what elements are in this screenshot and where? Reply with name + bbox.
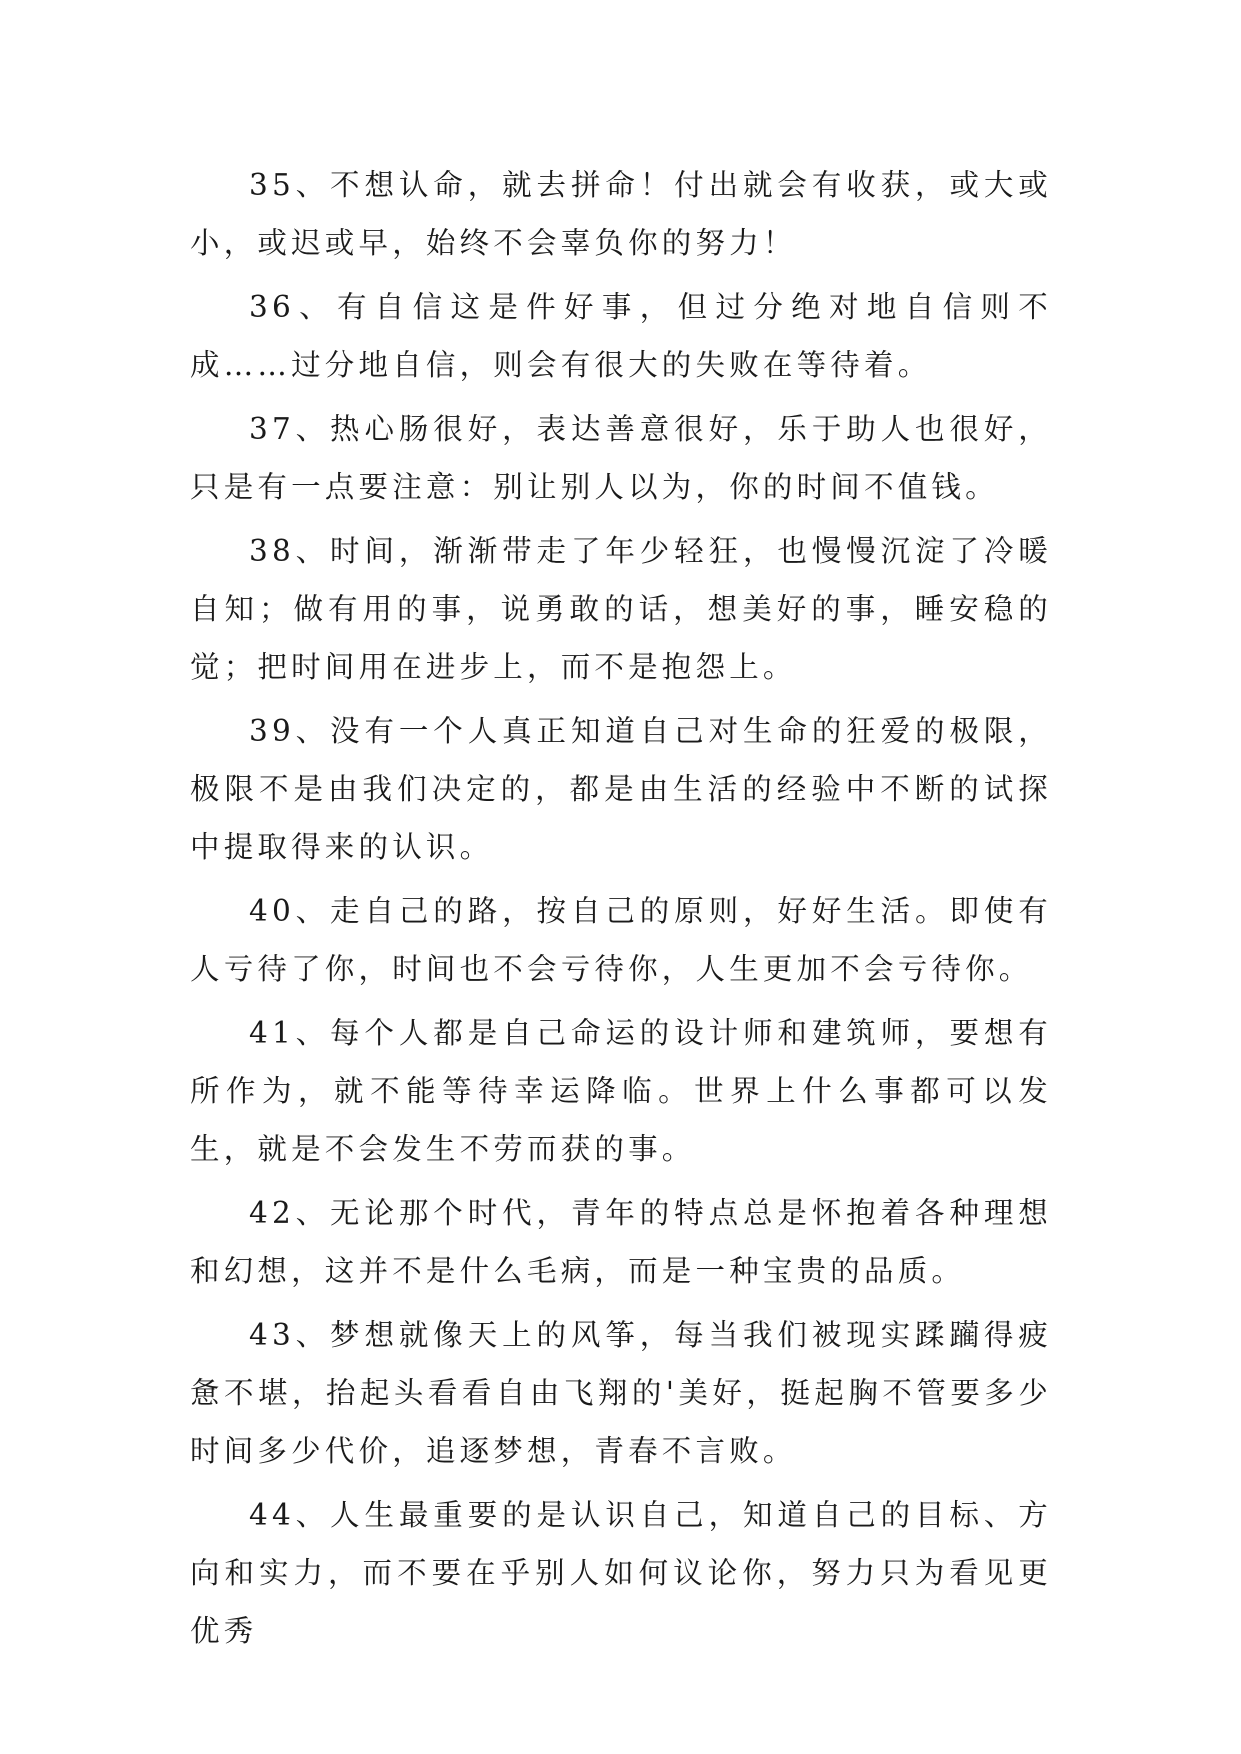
quote-paragraph-42: 42、无论那个时代，青年的特点总是怀抱着各种理想和幻想，这并不是什么毛病，而是一种宝贵的品质。 — [190, 1196, 1052, 1288]
quote-paragraph-35: 35、不想认命，就去拼命！付出就会有收获，或大或小，或迟或早，始终不会辜负你的努力！ — [190, 168, 1052, 260]
quote-paragraph-38: 38、时间，渐渐带走了年少轻狂，也慢慢沉淀了冷暖自知；做有用的事，说勇敢的话，想美好的事，睡安稳的觉；把时间用在进步上，而不是抱怨上。 — [190, 534, 1052, 684]
quote-paragraph-37: 37、热心肠很好，表达善意很好，乐于助人也很好，只是有一点要注意：别让别人以为，你的时间不值钱。 — [190, 412, 1052, 504]
quote-paragraph-43: 43、梦想就像天上的风筝，每当我们被现实蹂躏得疲惫不堪，抬起头看看自由飞翔的'美好，挺起胸不管要多少时间多少代价，追逐梦想，青春不言败。 — [190, 1318, 1052, 1468]
quote-paragraph-36: 36、有自信这是件好事，但过分绝对地自信则不成……过分地自信，则会有很大的失败在等待着。 — [190, 290, 1052, 382]
document-body — [190, 156, 1052, 1666]
quote-paragraph-40: 40、走自己的路，按自己的原则，好好生活。即使有人亏待了你，时间也不会亏待你，人生更加不会亏待你。 — [190, 894, 1052, 986]
quote-paragraph-41: 41、每个人都是自己命运的设计师和建筑师，要想有所作为，就不能等待幸运降临。世界上什么事都可以发生，就是不会发生不劳而获的事。 — [190, 1016, 1052, 1166]
quote-paragraph-44: 44、人生最重要的是认识自己，知道自己的目标、方向和实力，而不要在乎别人如何议论你，努力只为看见更优秀 — [190, 1498, 1052, 1648]
quote-paragraph-39: 39、没有一个人真正知道自己对生命的狂爱的极限，极限不是由我们决定的，都是由生活的经验中不断的试探中提取得来的认识。 — [190, 714, 1052, 864]
